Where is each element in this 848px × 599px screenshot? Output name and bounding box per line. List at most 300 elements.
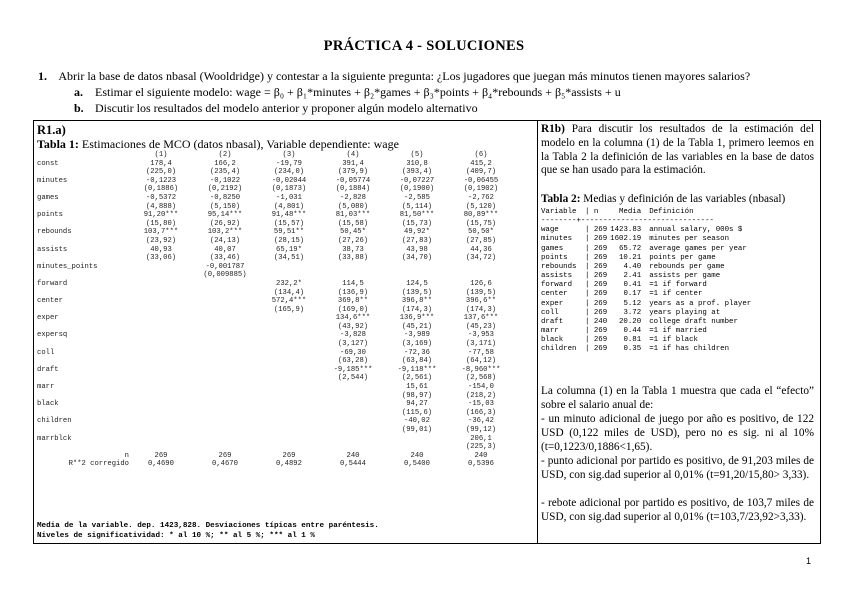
table-cell: (5,120): [465, 202, 497, 211]
table-cell: 137,6***: [463, 314, 499, 323]
table-cell: (379,9): [337, 168, 369, 177]
table-cell: [129, 314, 193, 323]
table-row: [541, 263, 809, 272]
question-1-number: 1.: [38, 69, 47, 83]
table-cell: [257, 435, 321, 444]
table-cell: =1 if married: [649, 327, 707, 336]
table-cell: (225,3): [465, 443, 497, 452]
row-label: [37, 289, 129, 298]
table-cell: (0,1886): [143, 185, 179, 194]
table-cell: (63,84): [401, 357, 433, 366]
row-label: [37, 374, 129, 383]
table-cell: | 269: [585, 290, 608, 299]
table-cell: 4.40: [623, 262, 642, 271]
table-row: [541, 226, 809, 235]
table-cell: [257, 263, 321, 272]
table-row: [37, 314, 513, 323]
table-row: [37, 160, 513, 169]
table-cell: 269: [218, 451, 232, 460]
row-label: exper: [37, 314, 59, 323]
table-cell: | 269: [585, 345, 608, 354]
table-row: [541, 327, 809, 336]
table-cell: [321, 417, 385, 426]
answer-r1b-text: Para discutir los resultados de la estimación del modelo en la columna (1) de la Tabla 1, primero leemos en la Tabla 2 la definición de las variables en la base de datos que se han usado para la estimación.: [541, 123, 814, 177]
table-row: [37, 306, 513, 315]
table-cell: 38,73: [342, 245, 364, 254]
table-cell: (5,150): [209, 202, 241, 211]
table2-title: [541, 193, 785, 205]
table-cell: [193, 374, 257, 383]
table-cell: -77,58: [468, 348, 494, 357]
table-cell: (33,88): [337, 254, 369, 263]
table-cell: 49,92*: [404, 228, 430, 237]
table-cell: (225,0): [145, 168, 177, 177]
table-cell: [129, 323, 193, 332]
table-cell: [257, 417, 321, 426]
table-cell: 10.21: [619, 253, 642, 262]
table-cell: -2,585: [404, 193, 430, 202]
table-cell: 81,50***: [399, 211, 435, 220]
table-cell: -3,828: [340, 331, 366, 340]
table2-label: Tabla 2:: [541, 193, 581, 205]
table-row: [37, 185, 513, 194]
row-label: black: [37, 400, 59, 409]
row-label: [37, 409, 129, 418]
table-cell: [385, 271, 449, 280]
table-row: [37, 357, 513, 366]
table-cell: | 269: [585, 272, 608, 281]
table-cell: [193, 280, 257, 289]
answer-r1b-intro: [541, 123, 814, 178]
table-cell: -40,02: [404, 417, 430, 426]
regression-table: [37, 151, 513, 469]
table-cell: 126,6: [470, 279, 492, 288]
table-cell: 0.41: [623, 281, 642, 290]
table-cell: 0,4892: [276, 460, 302, 469]
variables-table: [541, 208, 809, 355]
table-cell: | 240: [585, 317, 608, 326]
table-cell: [321, 443, 385, 452]
table-cell: [193, 366, 257, 375]
table-cell: (23,92): [145, 236, 177, 245]
table-cell: 396,8**: [401, 297, 433, 306]
page-title: PRÁCTICA 4 - SOLUCIONES: [323, 38, 525, 54]
table-cell: [193, 340, 257, 349]
table-cell: [385, 443, 449, 452]
table-row: [37, 203, 513, 212]
table1-title: [37, 137, 399, 152]
table-cell: coll: [541, 308, 559, 317]
table-cell: | 269: [585, 308, 608, 317]
table-cell: (3,169): [401, 340, 433, 349]
table-cell: rebounds: [541, 262, 577, 271]
table-cell: (234,0): [273, 168, 305, 177]
table-cell: [129, 306, 193, 315]
row-label: points: [37, 211, 63, 220]
table-cell: 103,7***: [143, 228, 179, 237]
table-row: [541, 254, 809, 263]
table-cell: 1423.83: [610, 226, 642, 235]
column-header: Variable: [541, 208, 577, 216]
table-cell: (24,13): [209, 236, 241, 245]
table-cell: [193, 289, 257, 298]
table-cell: 91,48***: [271, 211, 307, 220]
table-cell: (4,801): [273, 202, 305, 211]
table-cell: [321, 435, 385, 444]
table-row: [37, 194, 513, 203]
table-cell: (43,92): [337, 322, 369, 331]
table-cell: (0,1884): [335, 185, 371, 194]
row-label: minutes_points: [37, 262, 98, 271]
table-row: [37, 349, 513, 358]
table-cell: (27,83): [401, 236, 433, 245]
table-cell: | 269: [585, 262, 608, 271]
table-cell: 572,4***: [271, 297, 307, 306]
table-cell: 0,5396: [468, 460, 494, 469]
answer-paragraph-minutes: - un minuto adicional de juego por año es positivo, de 122 USD (0,122 miles de USD), pero no es sig. ni al 10% (t=0,1223/0,1886<1,65).: [541, 413, 814, 453]
table-cell: (5,080): [337, 202, 369, 211]
table-cell: [129, 443, 193, 452]
table-cell: (139,5): [465, 288, 497, 297]
table-cell: 136,9***: [399, 314, 435, 323]
table-cell: (134,4): [273, 288, 305, 297]
table-cell: (0,1900): [399, 185, 435, 194]
table-cell: [129, 392, 193, 401]
table-cell: (15,80): [145, 219, 177, 228]
row-label: [37, 185, 129, 194]
row-label: [37, 220, 129, 229]
answer-r1b-heading: R1b): [541, 123, 565, 135]
row-label: [37, 340, 129, 349]
table-cell: -0,05774: [335, 176, 371, 185]
table-cell: [129, 263, 193, 272]
table-cell: =1 if center: [649, 290, 703, 299]
table-cell: =1 if has children: [649, 345, 730, 354]
table-cell: =1 if black: [649, 336, 698, 345]
table-cell: 240: [410, 451, 424, 460]
table-cell: -36,42: [468, 417, 494, 426]
column-header: (6): [474, 151, 488, 159]
table-cell: (169,0): [337, 305, 369, 314]
table-cell: rebounds per game: [649, 262, 725, 271]
table-cell: (174,3): [401, 305, 433, 314]
table-cell: assists: [541, 272, 573, 281]
row-label: n: [124, 451, 129, 460]
table-cell: (34,72): [465, 254, 497, 263]
table-cell: [129, 374, 193, 383]
table-cell: [385, 435, 449, 444]
row-label: [37, 203, 129, 212]
row-label: center: [37, 297, 63, 306]
row-label: forward: [37, 279, 68, 288]
table-cell: [257, 357, 321, 366]
table-cell: 50,50*: [468, 228, 494, 237]
table-cell: [257, 400, 321, 409]
row-label: minutes: [37, 176, 68, 185]
table-cell: [321, 271, 385, 280]
table-cell: 0,4670: [212, 460, 238, 469]
table-cell: (0,1902): [463, 185, 499, 194]
table-cell: [257, 331, 321, 340]
table-cell: [129, 435, 193, 444]
table-cell: marr: [541, 327, 559, 336]
table-cell: -8,960***: [461, 365, 501, 374]
table-row: [541, 318, 809, 327]
table-cell: (26,92): [209, 219, 241, 228]
table1-caption: Estimaciones de MCO (datos nbasal), Variable dependiente: wage: [81, 137, 399, 151]
table-cell: wage: [541, 226, 559, 235]
table-row: [541, 345, 809, 354]
table-cell: [257, 314, 321, 323]
table-cell: [321, 383, 385, 392]
table-row: [37, 426, 513, 435]
table-row: [37, 297, 513, 306]
table-cell: (4,888): [145, 202, 177, 211]
table-cell: 80,89***: [463, 211, 499, 220]
table-cell: (3,127): [337, 340, 369, 349]
row-label: [37, 357, 129, 366]
table-cell: (2,561): [401, 374, 433, 383]
table-cell: minutes: [541, 235, 573, 244]
table-cell: (64,12): [465, 357, 497, 366]
table-row: [37, 237, 513, 246]
table-cell: [129, 289, 193, 298]
row-label: marrblck: [37, 434, 72, 443]
table-cell: (63,28): [337, 357, 369, 366]
row-label: [37, 237, 129, 246]
table-cell: (393,4): [401, 168, 433, 177]
table-cell: -2,828: [340, 193, 366, 202]
table-row: [37, 460, 513, 469]
table-cell: [257, 349, 321, 358]
table-cell: [321, 263, 385, 272]
table-cell: [193, 392, 257, 401]
column-divider: [537, 120, 538, 543]
table-cell: 59,51**: [273, 228, 305, 237]
table-cell: (166,3): [465, 408, 497, 417]
table-cell: [129, 280, 193, 289]
table-cell: 134,6***: [335, 314, 371, 323]
table-cell: [193, 409, 257, 418]
table-cell: (235,4): [209, 168, 241, 177]
row-label: marr: [37, 383, 55, 392]
table-row: [37, 443, 513, 452]
table-cell: 15,61: [406, 383, 428, 392]
row-label: [37, 426, 129, 435]
table-row: [37, 271, 513, 280]
table-cell: -0,5372: [145, 193, 177, 202]
table-cell: [129, 426, 193, 435]
row-label: games: [37, 193, 59, 202]
table-cell: 178,4: [150, 159, 172, 168]
table-cell: 95,14***: [207, 211, 243, 220]
table-cell: -1,031: [276, 193, 302, 202]
table-cell: 166,2: [214, 159, 236, 168]
table-cell: -0,1022: [209, 176, 241, 185]
table-cell: draft: [541, 317, 564, 326]
table-cell: (2,544): [337, 374, 369, 383]
table-cell: 3.72: [623, 308, 642, 317]
table-cell: -0,001787: [205, 262, 245, 271]
table-cell: [193, 331, 257, 340]
table-cell: children: [541, 345, 577, 354]
table-cell: (218,2): [465, 391, 497, 400]
table-row: [37, 228, 513, 237]
table-cell: years as a prof. player: [649, 299, 752, 308]
table-cell: center: [541, 290, 568, 299]
table-cell: average games per year: [649, 244, 747, 253]
table-cell: -0,8250: [209, 193, 241, 202]
table-cell: [129, 357, 193, 366]
table-row: [37, 340, 513, 349]
table-cell: (33,46): [209, 254, 241, 263]
table-cell: 65,19*: [276, 245, 302, 254]
answer-paragraph-points: - punto adicional por partido es positivo, de 91,203 miles de USD, con sig.dad superior al 0,01% (t=91,20/15,80> 3,33).: [541, 455, 814, 481]
table-cell: =1 if forward: [649, 281, 707, 290]
table-cell: | 269: [585, 235, 608, 244]
table-cell: (174,3): [465, 305, 497, 314]
table-cell: -9,118***: [397, 365, 437, 374]
table-cell: -3,953: [468, 331, 494, 340]
question-1b: [74, 101, 478, 116]
table-cell: 20.20: [619, 317, 642, 326]
column-header: Definición: [649, 208, 694, 216]
table-cell: (165,9): [273, 305, 305, 314]
table-cell: 232,2*: [276, 279, 302, 288]
table-cell: [193, 443, 257, 452]
table-row: [37, 366, 513, 375]
table-cell: 415,2: [470, 159, 492, 168]
table-cell: black: [541, 336, 564, 345]
row-label: [37, 392, 129, 401]
table-cell: [193, 297, 257, 306]
table-cell: [257, 374, 321, 383]
table-cell: | 269: [585, 226, 608, 235]
table-cell: 40,93: [150, 245, 172, 254]
table-cell: | 269: [585, 253, 608, 262]
table-cell: 81,03***: [335, 211, 371, 220]
table-cell: [321, 392, 385, 401]
row-label: rebounds: [37, 228, 72, 237]
column-header: Media: [619, 208, 642, 216]
table-row: [37, 435, 513, 444]
question-1a: [74, 85, 621, 100]
table-cell: -3,989: [404, 331, 430, 340]
table-cell: college draft number: [649, 317, 738, 326]
table-cell: (115,6): [401, 408, 433, 417]
row-label: const: [37, 159, 59, 168]
row-label: R**2 corregido: [68, 460, 129, 469]
table1-footnote-mean: Media de la variable. dep. 1423,828. Desviaciones típicas entre paréntesis.: [37, 522, 379, 530]
separator-line: --------+------------------------------: [541, 217, 714, 226]
table-row: [37, 168, 513, 177]
table-cell: (2,568): [465, 374, 497, 383]
table-row: [37, 177, 513, 186]
table-cell: 0,5400: [404, 460, 430, 469]
table2-caption: Medias y definición de las variables (nbasal): [583, 193, 786, 205]
table-cell: | 269: [585, 327, 608, 336]
table-cell: 0.17: [623, 290, 642, 299]
table-cell: [257, 383, 321, 392]
table-cell: 391,4: [342, 159, 364, 168]
table-cell: -69,30: [340, 348, 366, 357]
row-label: coll: [37, 348, 55, 357]
table-cell: [129, 409, 193, 418]
table-row: [541, 336, 809, 345]
table-row: [37, 246, 513, 255]
column-header: | n: [585, 208, 599, 216]
table-cell: 44,36: [470, 245, 492, 254]
table-cell: [257, 271, 321, 280]
table-cell: 5.12: [623, 299, 642, 308]
table-cell: 94,27: [406, 400, 428, 409]
table-cell: 240: [474, 451, 488, 460]
table-cell: [449, 263, 513, 272]
table-cell: points: [541, 253, 568, 262]
table-cell: 269: [282, 451, 296, 460]
table-cell: [385, 263, 449, 272]
table-cell: points per game: [649, 253, 716, 262]
table-cell: [257, 443, 321, 452]
table-cell: -2,762: [468, 193, 494, 202]
table-cell: [193, 417, 257, 426]
table-cell: [321, 400, 385, 409]
question-1a-text: Estimar el siguiente modelo: wage = β₀ + β₁*minutes + β₂*games + β₃*points + β₄*rebounds + β₅*assists + u: [95, 85, 621, 99]
table-cell: [257, 366, 321, 375]
table-cell: [193, 400, 257, 409]
table-cell: 50,45*: [340, 228, 366, 237]
table-row: [37, 400, 513, 409]
table-row: [37, 211, 513, 220]
table1-label: Tabla 1:: [37, 137, 79, 151]
table-cell: | 269: [585, 299, 608, 308]
table-cell: (99,01): [401, 426, 433, 434]
table-cell: forward: [541, 281, 573, 290]
table-cell: 269: [154, 451, 168, 460]
table-cell: 114,5: [342, 279, 364, 288]
table-cell: (15,58): [337, 219, 369, 228]
table-cell: 396,6**: [465, 297, 497, 306]
question-1: [38, 69, 750, 84]
table-cell: 310,8: [406, 159, 428, 168]
table-cell: [193, 435, 257, 444]
table-row: [37, 452, 513, 461]
regression-header-row: [37, 151, 513, 160]
table-cell: (5,114): [401, 202, 433, 211]
table-cell: (33,06): [145, 254, 177, 263]
table-cell: -0,02044: [271, 176, 307, 185]
row-label: [37, 306, 129, 315]
variables-header-row: [541, 208, 809, 217]
table-cell: 65.72: [619, 244, 642, 253]
column-header: (5): [410, 151, 424, 159]
row-label: children: [37, 417, 72, 426]
question-1-text: Abrir la base de datos nbasal (Wooldridge) y contestar a la siguiente pregunta: ¿Los jugadores que juegan más minutos tienen mayores salarios?: [58, 69, 751, 83]
answer-r1a-heading: R1.a): [37, 123, 66, 137]
table-cell: [193, 314, 257, 323]
table-cell: (45,23): [465, 322, 497, 331]
table-cell: | 269: [585, 244, 608, 253]
table-cell: exper: [541, 299, 564, 308]
table-cell: (15,75): [465, 219, 497, 228]
table-cell: (98,97): [401, 391, 433, 400]
table-cell: (34,51): [273, 254, 305, 263]
table-cell: [257, 426, 321, 435]
table-cell: (34,70): [401, 254, 433, 263]
question-1b-text: Discutir los resultados del modelo anterior y proponer algún modelo alternativo: [95, 101, 478, 115]
table-cell: -0,1223: [145, 176, 177, 185]
table-row: [37, 280, 513, 289]
